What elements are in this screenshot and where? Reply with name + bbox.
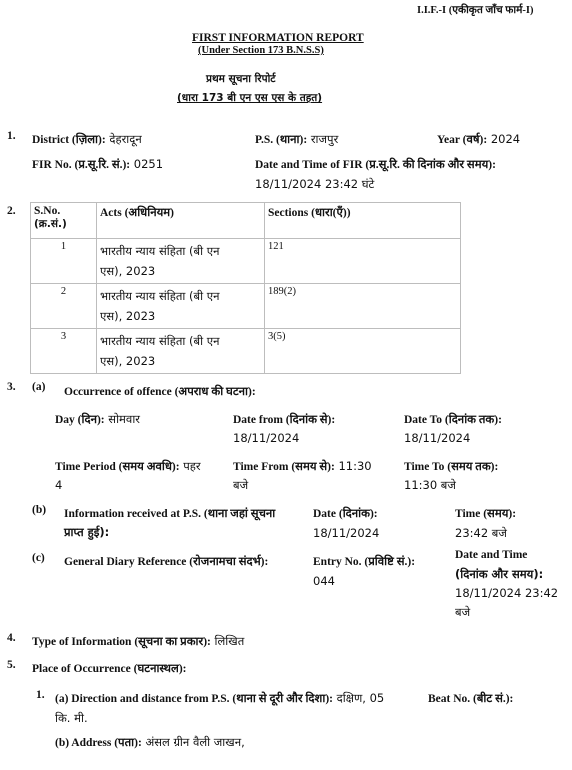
fir-number-label: FIR No. (प्र.सू.रि. सं.): [32, 159, 131, 171]
address-value: अंसल ग्रीन वैली जाखन, [145, 735, 245, 749]
report-title-hi: प्रथम सूचना रिपोर्ट [206, 73, 276, 85]
time-from-value-line2: बजे [233, 478, 249, 492]
date-to-value: 18/11/2024 [404, 431, 471, 445]
gd-datetime-label-line2: (दिनांक और समय): [455, 567, 544, 581]
information-type-field [32, 634, 244, 649]
gd-datetime-value-line2: बजे [455, 605, 471, 619]
place-item-number: 1. [36, 689, 45, 701]
table-row [31, 329, 461, 374]
subsection-b: (b) [32, 504, 47, 516]
header-sections: Sections (धारा(एँ)) [265, 203, 461, 239]
header-acts: Acts (अधिनियम) [97, 203, 265, 239]
row-section: 121 [265, 239, 461, 284]
row-section: 189(2) [265, 284, 461, 329]
fir-datetime-label: Date and Time of FIR (प्र.सू.रि. की दिनांक और समय): [255, 159, 496, 171]
district-label: District (ज़िला): [32, 134, 106, 146]
time-to-value: 11:30 बजे [404, 478, 456, 492]
gd-datetime-label: Date and Time [455, 549, 528, 561]
subsection-c: (c) [32, 552, 45, 564]
row-act: भारतीय न्याय संहिता (बी एन एस), 2023 [97, 329, 265, 374]
address-field [55, 735, 245, 750]
section-number-3: 3. [7, 381, 16, 393]
subsection-a: (a) [32, 381, 46, 393]
acts-sections-table [30, 202, 461, 374]
date-from-value: 18/11/2024 [233, 431, 300, 445]
info-received-label-line2: प्राप्त हुई): [64, 525, 110, 539]
time-period-value: पहर [183, 459, 201, 473]
entry-number-label: Entry No. (प्रविष्टि सं.): [313, 556, 416, 568]
day-field [55, 412, 140, 427]
row-sno: 2 [31, 284, 97, 329]
header-sno: S.No. (क्र.सं.) [31, 203, 97, 239]
year-label: Year (वर्ष): [437, 134, 488, 146]
year-value: 2024 [490, 132, 521, 146]
time-period-value-line2: 4 [55, 478, 63, 492]
row-act: भारतीय न्याय संहिता (बी एन एस), 2023 [97, 239, 265, 284]
report-subtitle-en: (Under Section 173 B.N.S.S) [198, 45, 324, 56]
direction-distance-value: दक्षिण, 05 [336, 691, 385, 705]
information-type-label: Type of Information (सूचना का प्रकार): [32, 636, 211, 648]
time-to-label: Time To (समय तक): [404, 461, 499, 473]
section-number-2: 2. [7, 205, 16, 217]
occurrence-label: Occurrence of offence (अपराध की घटना): [64, 386, 256, 398]
direction-distance-value-line2: कि. मी. [55, 711, 88, 725]
time-from-field [233, 459, 372, 474]
section-number-5: 5. [7, 659, 16, 671]
report-subtitle-hi: (धारा 173 बी एन एस एस के तहत) [177, 92, 323, 104]
time-period-label: Time Period (समय अवधि): [55, 461, 180, 473]
district-field [32, 132, 142, 147]
date-from-label: Date from (दिनांक से): [233, 414, 336, 426]
received-date-value: 18/11/2024 [313, 526, 380, 540]
table-row [31, 239, 461, 284]
day-value: सोमवार [108, 412, 141, 426]
fir-number-field [32, 157, 163, 172]
direction-distance-field [55, 691, 384, 706]
section-number-1: 1. [7, 130, 16, 142]
section-number-4: 4. [7, 632, 16, 644]
place-of-occurrence-label: Place of Occurrence (घटनास्थल): [32, 663, 187, 675]
address-label: (b) Address (पता): [55, 737, 142, 749]
table-row [31, 284, 461, 329]
table-header-row [31, 203, 461, 239]
gd-datetime-value: 18/11/2024 23:42 [455, 586, 559, 600]
row-sno: 3 [31, 329, 97, 374]
direction-distance-label: (a) Direction and distance from P.S. (थाना से दूरी और दिशा): [55, 693, 333, 705]
time-from-label: Time From (समय से): [233, 461, 335, 473]
information-type-value: लिखित [214, 634, 245, 648]
received-date-label: Date (दिनांक): [313, 508, 378, 520]
general-diary-label: General Diary Reference (रोजनामचा संदर्भ): [64, 556, 269, 568]
police-station-label: P.S. (थाना): [255, 134, 308, 146]
police-station-field [255, 132, 338, 147]
beat-number-label: Beat No. (बीट सं.): [428, 693, 514, 705]
received-time-value: 23:42 बजे [455, 526, 507, 540]
district-value: देहरादून [109, 132, 142, 146]
time-from-value: 11:30 [338, 459, 372, 473]
police-station-value: राजपुर [310, 132, 339, 146]
row-act: भारतीय न्याय संहिता (बी एन एस), 2023 [97, 284, 265, 329]
report-title-en: FIRST INFORMATION REPORT [192, 32, 364, 44]
row-section: 3(5) [265, 329, 461, 374]
day-label: Day (दिन): [55, 414, 105, 426]
time-period-field [55, 459, 201, 474]
year-field [437, 132, 520, 147]
row-sno: 1 [31, 239, 97, 284]
fir-datetime-value: 18/11/2024 23:42 घंटे [255, 177, 375, 191]
date-to-label: Date To (दिनांक तक): [404, 414, 502, 426]
fir-number-value: 0251 [133, 157, 164, 171]
received-time-label: Time (समय): [455, 508, 517, 520]
entry-number-value: 044 [313, 574, 335, 588]
form-code: I.I.F.-I (एकीकृत जाँच फार्म-I) [417, 5, 534, 16]
info-received-label: Information received at P.S. (थाना जहां सूचना [64, 508, 276, 520]
